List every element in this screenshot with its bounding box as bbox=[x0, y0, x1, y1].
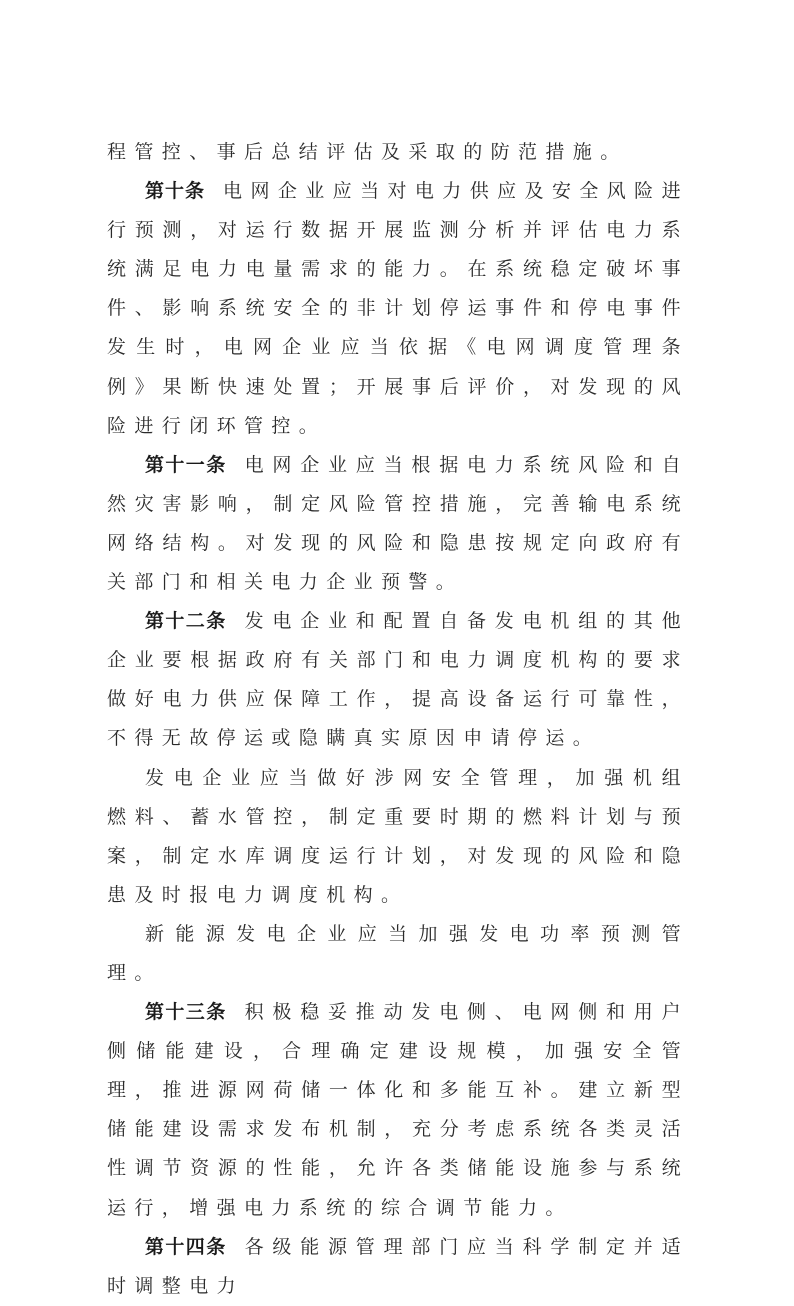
paragraph-text: 电网企业应当根据电力系统风险和自然灾害影响，制定风险管控措施，完善输电系统网络结构。对发现的风险和隐患按规定向政府有关部门和相关电力企业预警。 bbox=[107, 453, 689, 594]
article-11 bbox=[107, 446, 689, 602]
article-number: 第十二条 bbox=[145, 610, 227, 633]
paragraph-text: 程管控、事后总结评估及采取的防范措施。 bbox=[107, 141, 628, 163]
paragraph-text: 发电企业和配置自备发电机组的其他企业要根据政府有关部门和电力调度机构的要求做好电力供应保障工作，提高设备运行可靠性，不得无故停运或隐瞒真实原因申请停运。 bbox=[107, 610, 689, 750]
paragraph-text: 发电企业应当做好涉网安全管理，加强机组燃料、蓄水管控，制定重要时期的燃料计划与预案，制定水库调度运行计划，对发现的风险和隐患及时报电力调度机构。 bbox=[107, 766, 689, 906]
paragraph-text: 新能源发电企业应当加强发电功率预测管理。 bbox=[107, 922, 689, 984]
article-12-paragraph-2 bbox=[107, 759, 689, 915]
article-13 bbox=[107, 993, 689, 1228]
article-number: 第十四条 bbox=[145, 1235, 227, 1258]
paragraph-text: 各级能源管理部门应当科学制定并适时调整电力 bbox=[107, 1235, 689, 1297]
paragraph-text: 电网企业应当对电力供应及安全风险进行预测，对运行数据开展监测分析并评估电力系统满足电力电量需求的能力。在系统稳定破坏事件、影响系统安全的非计划停运事件和停电事件发生时，电网企业应当依据《电网调度管理条例》果断快速处置；开展事后评价，对发现的风险进行闭环管控。 bbox=[107, 180, 689, 437]
document-page bbox=[107, 133, 689, 1306]
article-12-paragraph-3 bbox=[107, 915, 689, 993]
article-14 bbox=[107, 1228, 689, 1306]
article-number: 第十条 bbox=[145, 180, 206, 203]
article-number: 第十三条 bbox=[145, 1001, 227, 1024]
paragraph-continuation bbox=[107, 133, 689, 172]
article-number: 第十一条 bbox=[145, 453, 227, 476]
article-12 bbox=[107, 602, 689, 758]
article-10 bbox=[107, 172, 689, 446]
paragraph-text: 积极稳妥推动发电侧、电网侧和用户侧储能建设，合理确定建设规模，加强安全管理，推进源网荷储一体化和多能互补。建立新型储能建设需求发布机制，充分考虑系统各类灵活性调节资源的性能，允许各类储能设施参与系统运行，增强电力系统的综合调节能力。 bbox=[107, 1001, 689, 1219]
